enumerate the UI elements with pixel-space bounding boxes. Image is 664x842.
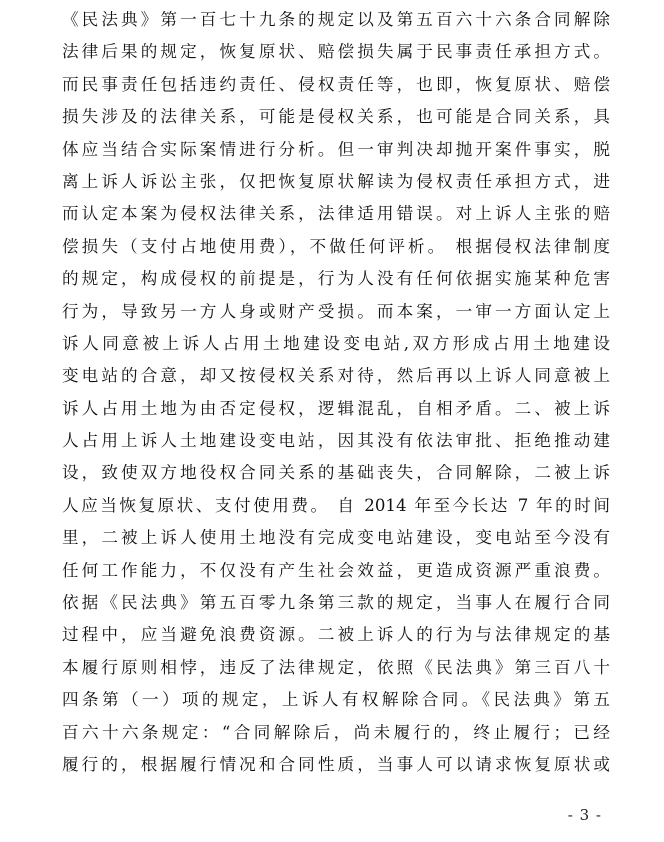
text-line: 任何工作能力，不仅没有产生社会效益，更造成资源严重浪费。 xyxy=(62,560,610,580)
text-line: 本履行原则相悖，违反了法律规定，依照《民法典》第三百八十 xyxy=(62,657,610,677)
body-paragraph xyxy=(62,4,610,781)
text-line: 离上诉人诉讼主张，仅把恢复原状解读为侵权责任承担方式，进 xyxy=(62,171,610,191)
text-line: 过程中，应当避免浪费资源。二被上诉人的行为与法律规定的基 xyxy=(62,625,610,645)
text-line: 偿损失（支付占地使用费），不做任何评析。 根据侵权法律制度 xyxy=(62,236,610,256)
text-line: 人应当恢复原状、支付使用费。 自 2014 年至今长达 7 年的时间 xyxy=(62,495,610,515)
text-line: 里，二被上诉人使用土地没有完成变电站建设，变电站至今没有 xyxy=(62,528,610,548)
text-line: 四条第（一）项的规定，上诉人有权解除合同。《民法典》第五 xyxy=(62,690,610,710)
text-line: 诉人占用土地为由否定侵权，逻辑混乱，自相矛盾。二、被上诉 xyxy=(62,398,610,418)
text-line: 法律后果的规定，恢复原状、赔偿损失属于民事责任承担方式。 xyxy=(62,42,610,62)
text-line: 《民法典》第一百七十九条的规定以及第五百六十六条合同解除 xyxy=(62,10,610,29)
text-line: 依据《民法典》第五百零九条第三款的规定，当事人在履行合同 xyxy=(62,593,610,613)
text-line: 体应当结合实际案情进行分析。但一审判决却抛开案件事实，脱 xyxy=(62,139,610,159)
text-line: 百六十六条规定：“合同解除后，尚未履行的，终止履行；已经 xyxy=(62,722,610,742)
text-line: 履行的，根据履行情况和合同性质，当事人可以请求恢复原状或 xyxy=(62,754,610,774)
text-line: 人占用上诉人土地建设变电站，因其没有依法审批、拒绝推动建 xyxy=(62,431,610,451)
text-line: 诉人同意被上诉人占用土地建设变电站,双方形成占用土地建设 xyxy=(62,333,610,353)
text-line: 损失涉及的法律关系，可能是侵权关系，也可能是合同关系，具 xyxy=(62,107,610,127)
text-line: 变电站的合意，却又按侵权关系对待，然后再以上诉人同意被上 xyxy=(62,366,610,386)
page-number: - 3 - xyxy=(567,806,602,824)
text-line: 设，致使双方地役权合同关系的基础丧失，合同解除，二被上诉 xyxy=(62,463,610,483)
text-line: 而民事责任包括违约责任、侵权责任等，也即，恢复原状、赔偿 xyxy=(62,74,610,94)
text-line: 行为，导致另一方人身或财产受损。而本案，一审一方面认定上 xyxy=(62,301,610,321)
text-line: 的规定，构成侵权的前提是，行为人没有任何依据实施某种危害 xyxy=(62,269,610,289)
text-line: 而认定本案为侵权法律关系，法律适用错误。对上诉人主张的赔 xyxy=(62,204,610,224)
